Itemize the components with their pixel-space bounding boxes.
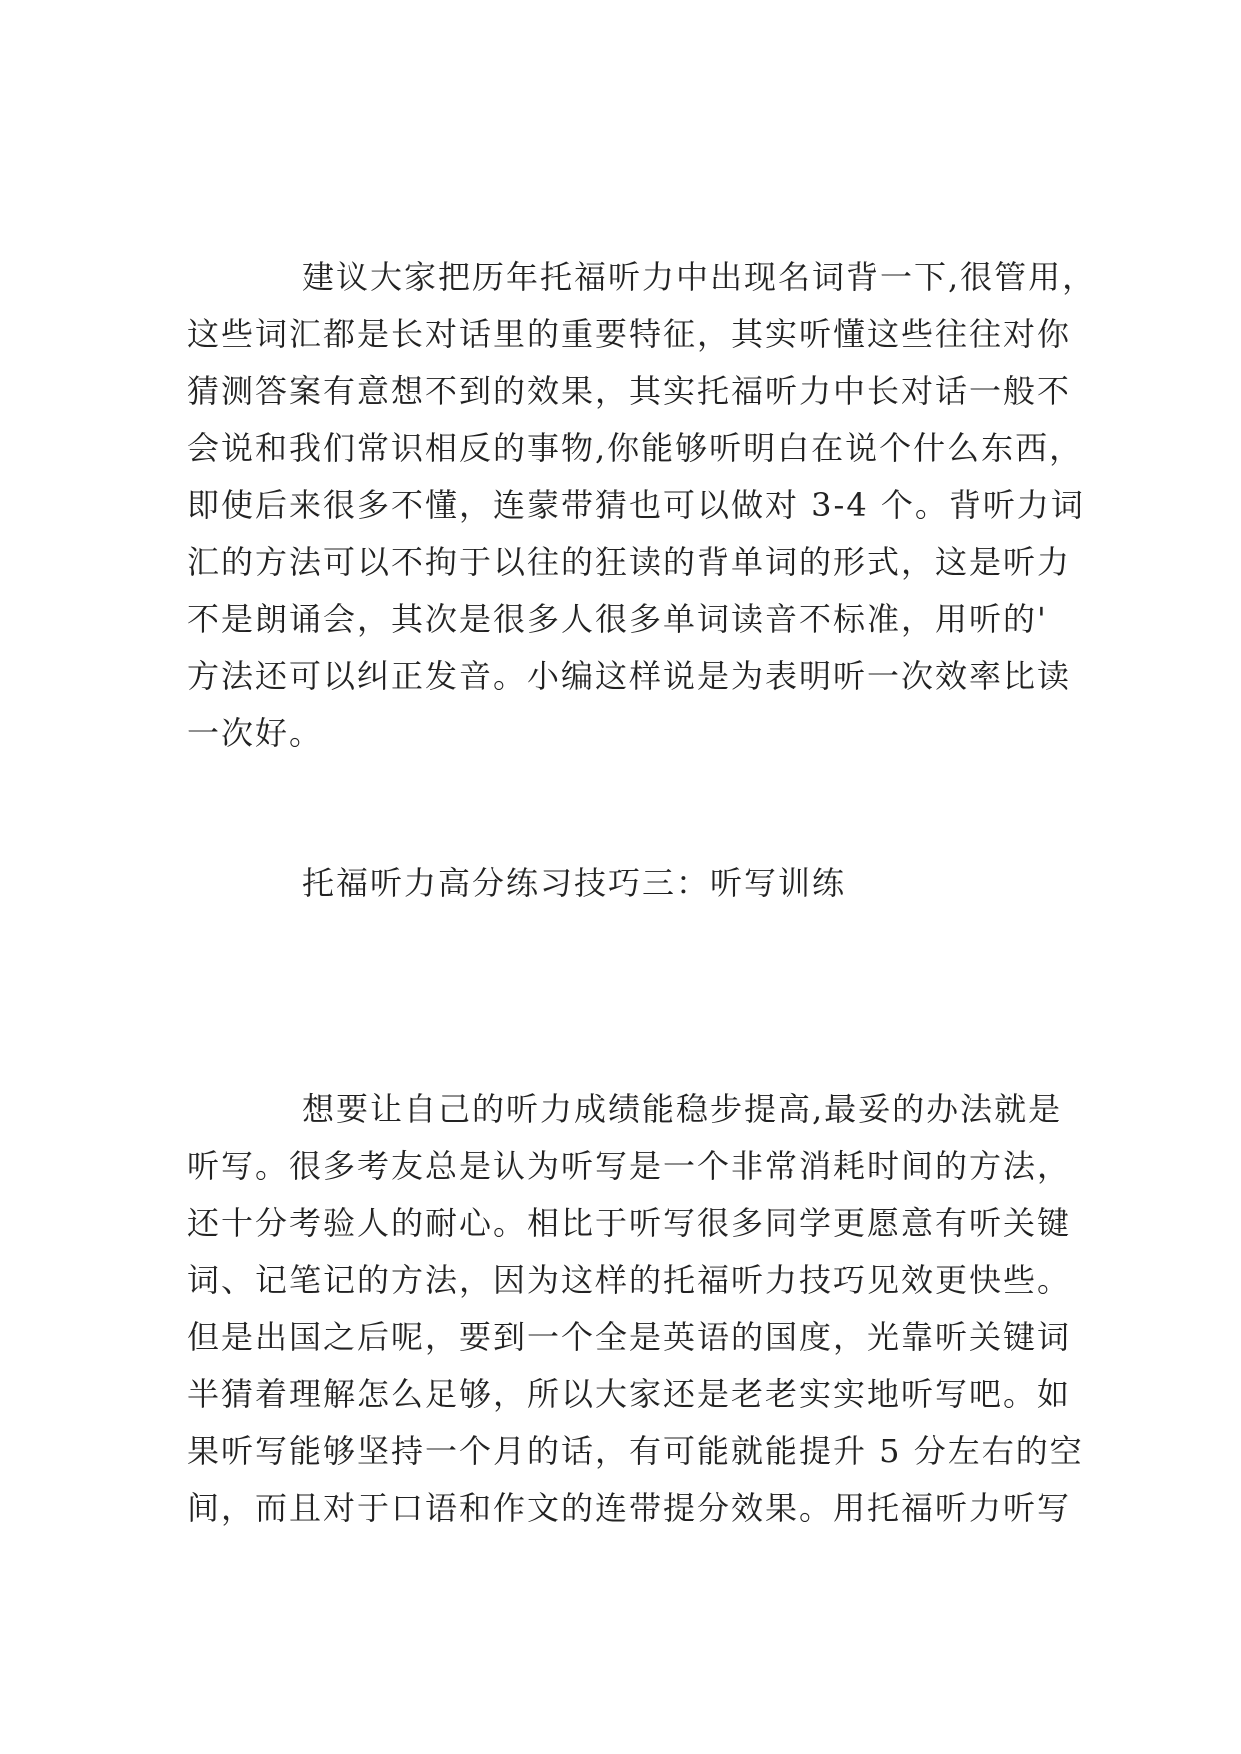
- paragraph-line: 汇的方法可以不拘于以往的狂读的背单词的形式，这是听力: [187, 543, 1072, 581]
- paragraph-line: 听写。很多考友总是认为听写是一个非常消耗时间的方法，: [187, 1147, 1072, 1185]
- paragraph-line: 半猜着理解怎么足够，所以大家还是老老实实地听写吧。如: [187, 1375, 1072, 1413]
- paragraph-line: 间，而且对于口语和作文的连带提分效果。用托福听力听写: [187, 1489, 1072, 1527]
- paragraph-line: 一次好。: [187, 714, 324, 752]
- paragraph-line: 不是朗诵会，其次是很多人很多单词读音不标准，用听的': [187, 600, 1048, 638]
- paragraph-line: 这些词汇都是长对话里的重要特征，其实听懂这些往往对你: [187, 315, 1072, 353]
- paragraph-line: 猜测答案有意想不到的效果，其实托福听力中长对话一般不: [187, 372, 1072, 410]
- heading-text: 托福听力高分练习技巧三：听写训练: [302, 864, 847, 902]
- paragraph-line: 但是出国之后呢，要到一个全是英语的国度，光靠听关键词: [187, 1318, 1072, 1356]
- paragraph-line: 还十分考验人的耐心。相比于听写很多同学更愿意有听关键: [187, 1204, 1072, 1242]
- paragraph-line: 即使后来很多不懂，连蒙带猜也可以做对 3-4 个。背听力词: [187, 486, 1085, 524]
- paragraph-line: 会说和我们常识相反的事物,你能够听明白在说个什么东西，: [187, 429, 1084, 467]
- paragraph-line: 建议大家把历年托福听力中出现名词背一下,很管用，: [302, 258, 1097, 296]
- paragraph-line: 想要让自己的听力成绩能稳步提高,最妥的办法就是: [302, 1090, 1063, 1128]
- paragraph-line: 方法还可以纠正发音。小编这样说是为表明听一次效率比读: [187, 657, 1072, 695]
- paragraph-line: 词、记笔记的方法，因为这样的托福听力技巧见效更快些。: [187, 1261, 1072, 1299]
- paragraph-line: 果听写能够坚持一个月的话，有可能就能提升 5 分左右的空: [187, 1432, 1084, 1470]
